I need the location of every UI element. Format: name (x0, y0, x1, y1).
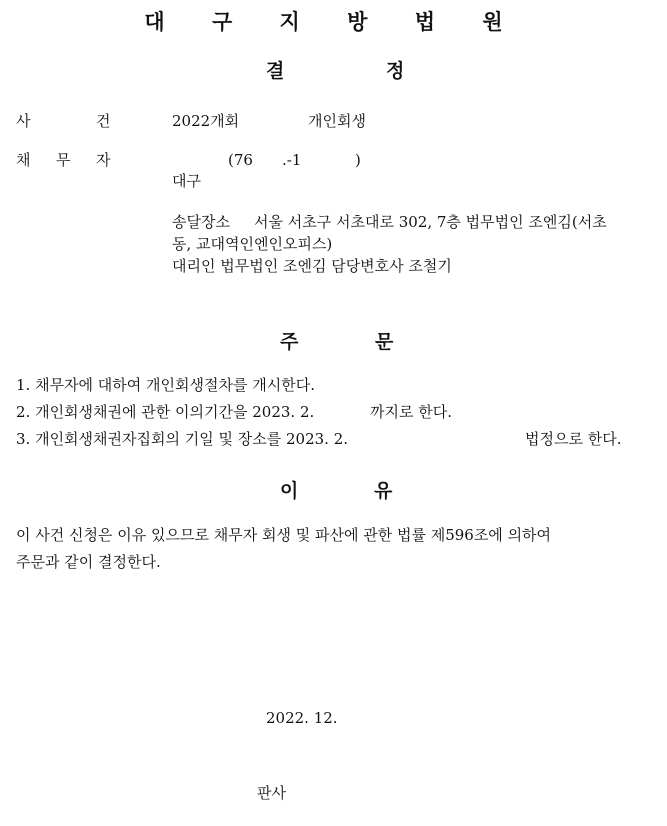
case-type: 개인회생 (308, 112, 366, 130)
judge-label: 판사 (257, 784, 286, 802)
debtor-label-a: 채 (16, 151, 31, 169)
reason-heading-left: 이 (280, 480, 299, 502)
order-heading-left: 주 (280, 331, 299, 353)
debtor-id-close: ) (355, 151, 361, 169)
mail-label: 송달장소 (172, 213, 230, 231)
order-heading-right: 문 (375, 331, 394, 353)
mail-address-line2: 동, 교대역인엔인오피스) (172, 235, 333, 253)
reason-line-2: 주문과 같이 결정한다. (16, 553, 161, 571)
case-number: 2022개회 (172, 112, 240, 130)
agent-line: 대리인 법무법인 조엔김 담당변호사 조철기 (172, 257, 452, 275)
mail-address-line1: 서울 서초구 서초대로 302, 7층 법무법인 조엔김(서초 (254, 213, 607, 231)
reason-heading-right: 유 (374, 480, 393, 502)
debtor-id-part2: .-1 (282, 151, 302, 169)
debtor-label-b: 무 (56, 151, 71, 169)
order-item-2a: 2. 개인회생채권에 관한 이의기간을 2023. 2. (16, 403, 315, 421)
debtor-id-part1: (76 (228, 151, 253, 169)
reason-line-1: 이 사건 신청은 이유 있으므로 채무자 회생 및 파산에 관한 법률 제596조에 의하여 (16, 526, 552, 544)
decision-date: 2022. 12. (266, 709, 338, 727)
case-label-b: 건 (96, 112, 111, 130)
debtor-label-c: 자 (96, 151, 111, 169)
doc-type-left: 결 (266, 60, 285, 82)
order-item-3b: 법정으로 한다. (525, 430, 622, 448)
court-name: 대 구 지 방 법 원 (144, 10, 523, 34)
order-item-2b: 까지로 한다. (370, 403, 452, 421)
debtor-address: 대구 (172, 172, 201, 190)
case-label-a: 사 (16, 112, 31, 130)
order-item-3a: 3. 개인회생채권자집회의 기일 및 장소를 2023. 2. (16, 430, 349, 448)
order-item-1: 1. 채무자에 대하여 개인회생절차를 개시한다. (16, 376, 315, 394)
doc-type-right: 정 (386, 60, 405, 82)
